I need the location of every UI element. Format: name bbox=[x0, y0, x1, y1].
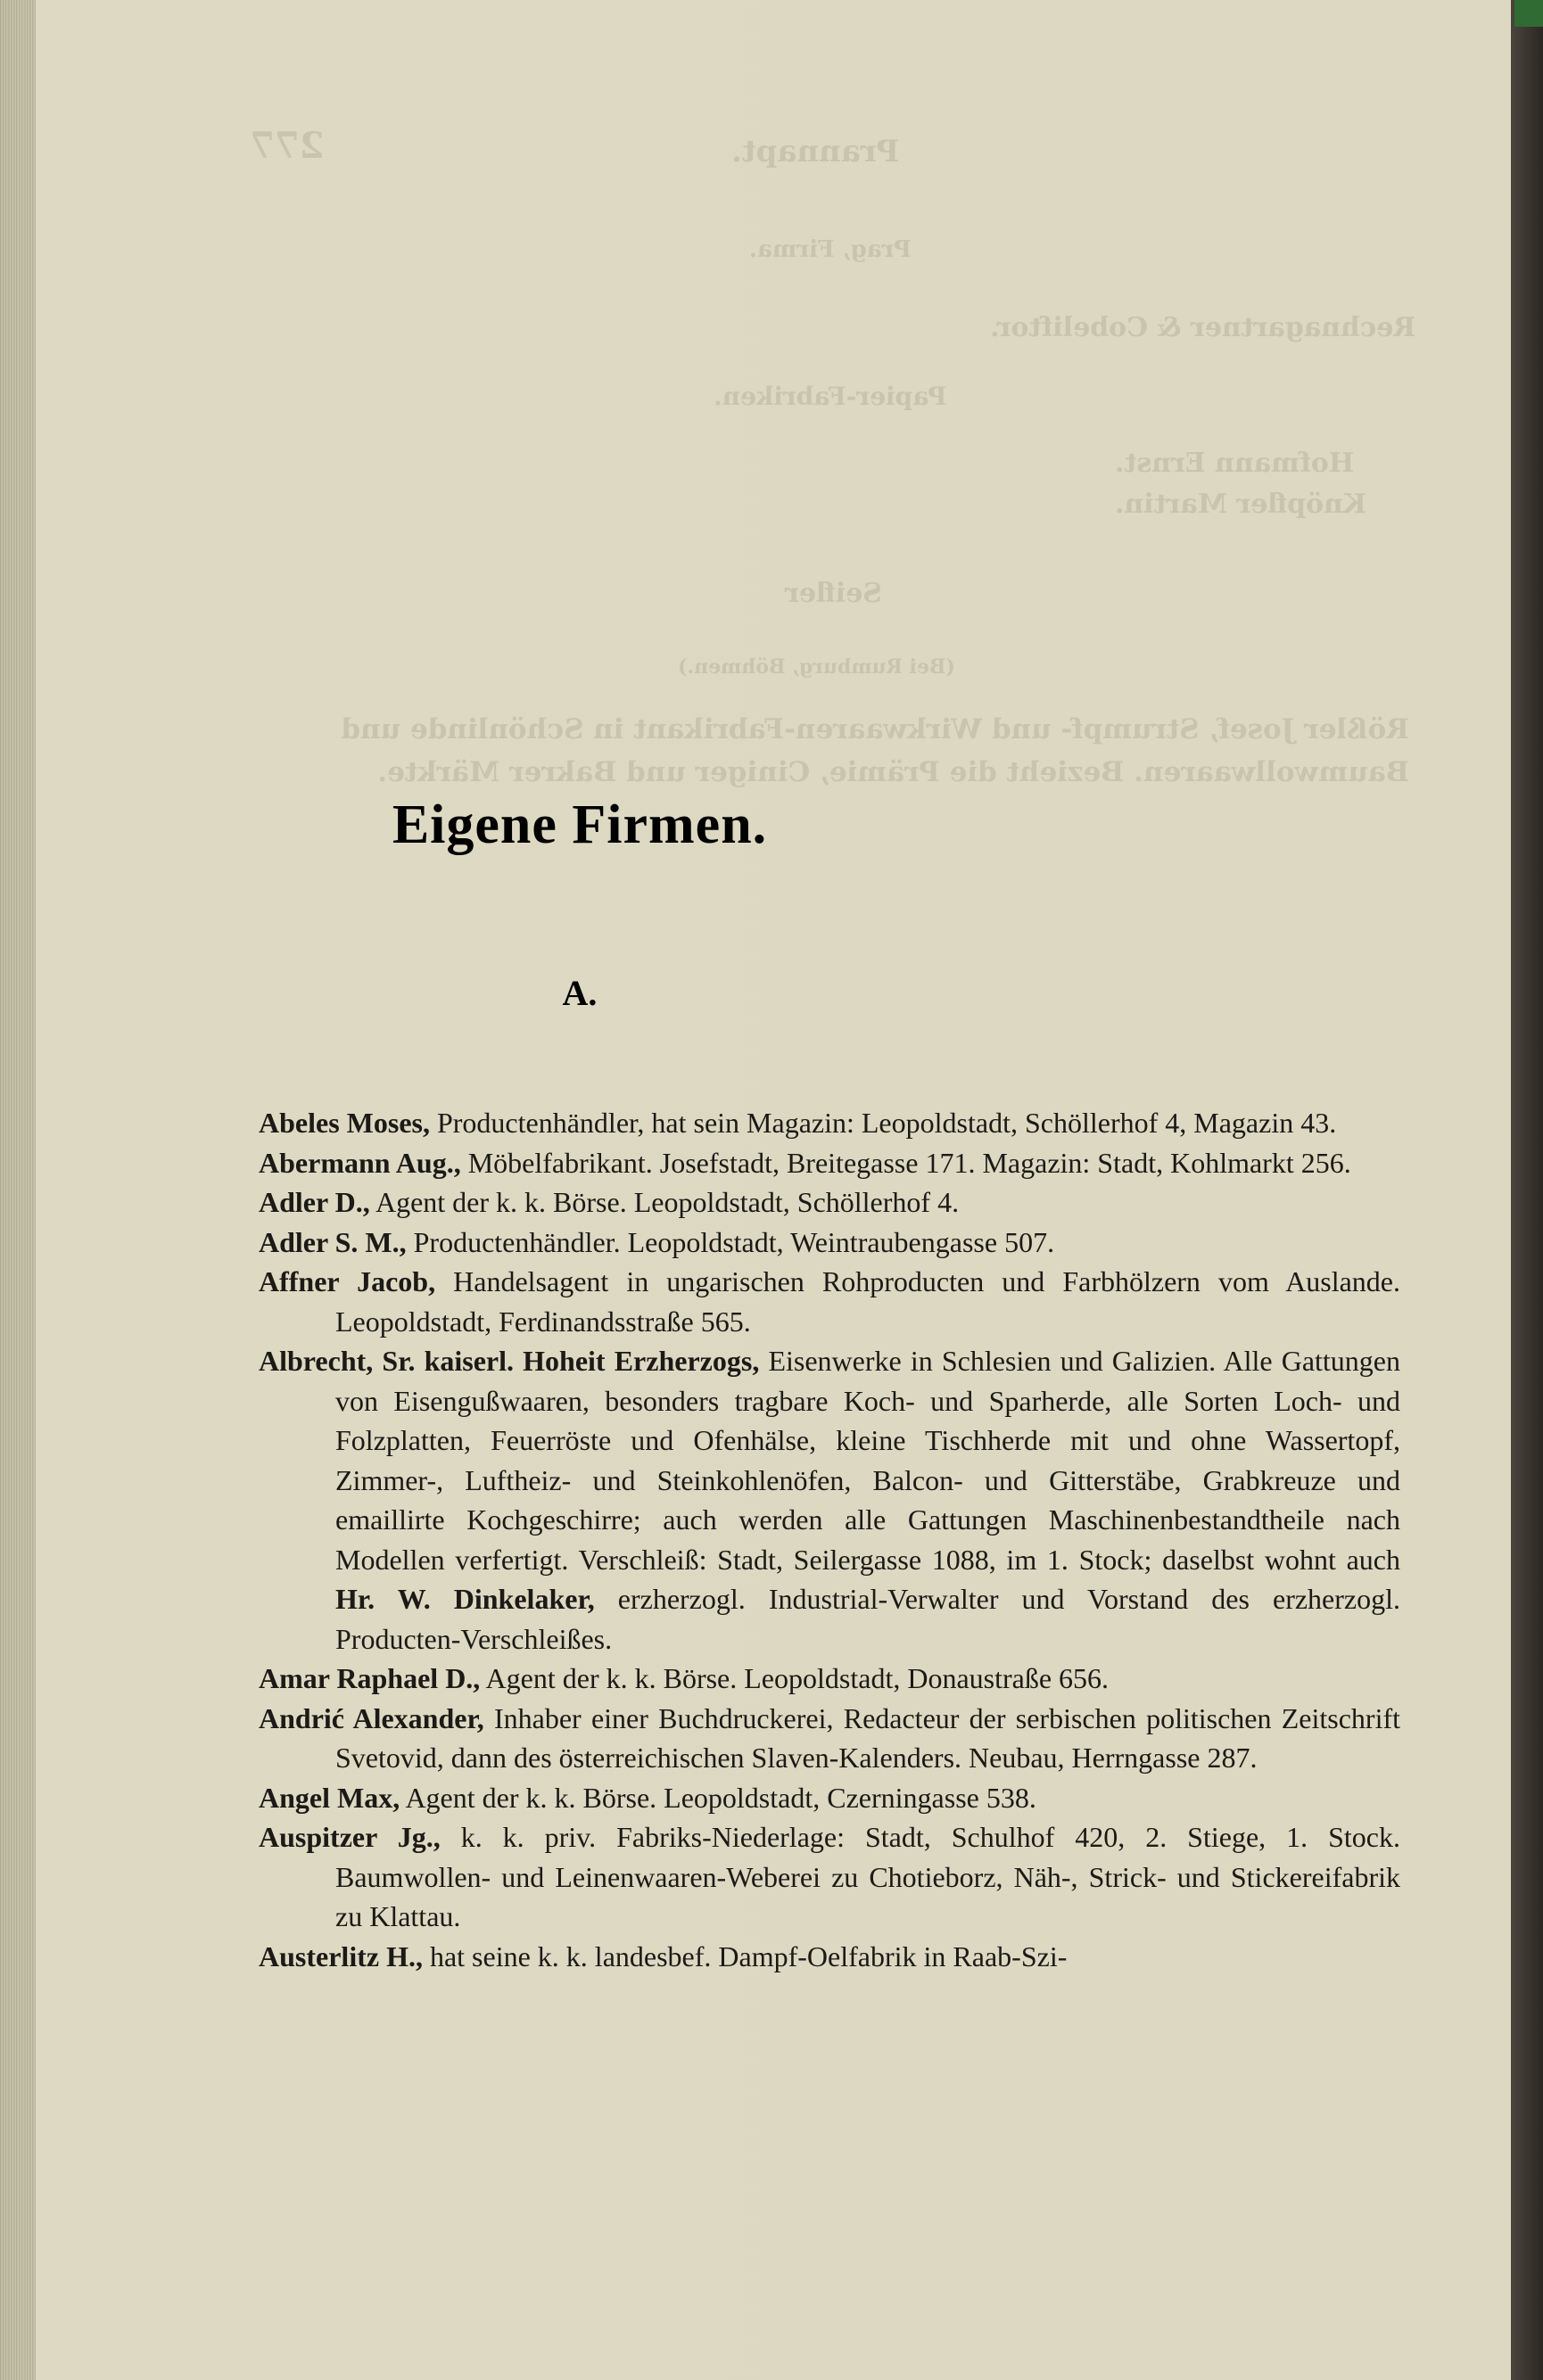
firm-name: Amar Raphael D., bbox=[259, 1662, 481, 1694]
bleed-line: Seifler bbox=[785, 578, 882, 609]
list-item bbox=[259, 1699, 1400, 1778]
firm-details: Inhaber einer Buchdruckerei, Redacteur der serbischen politischen Zeitschrift Svetovid, dann des österreichischen Slaven-Kalenders. Neubau, Herrngasse 287. bbox=[335, 1701, 1401, 1774]
page-stack-edge bbox=[0, 0, 36, 2380]
bleed-page-number: 277 bbox=[250, 125, 325, 167]
section-letter: A. bbox=[562, 973, 598, 1013]
bleed-line: Prag, Firma. bbox=[749, 236, 912, 263]
bleed-line: Rechnagartner & Cobeliftor. bbox=[990, 312, 1416, 343]
firm-details: Agent der k. k. Börse. Leopoldstadt, Donaustraße 656. bbox=[480, 1662, 1110, 1694]
firm-details: Productenhändler, hat sein Magazin: Leopoldstadt, Schöllerhof 4, Magazin 43. bbox=[429, 1107, 1337, 1139]
list-item bbox=[259, 1262, 1400, 1341]
bookmark-tab bbox=[1514, 0, 1543, 27]
firm-details: k. k. priv. Fabriks-Niederlage: Stadt, Schulhof 420, 2. Stiege, 1. Stock. Baumwollen- und Leinenwaaren-Weberei zu Chotieborz, Näh-, Strick- und Stickereifabrik zu Klattau. bbox=[335, 1821, 1401, 1932]
binding-shadow bbox=[1511, 0, 1543, 2380]
bleed-line: (Bei Rumburg, Böhmen.) bbox=[678, 655, 955, 679]
firm-name: Abermann Aug., bbox=[259, 1146, 461, 1179]
person-name: Hr. W. Dinkelaker, bbox=[335, 1583, 595, 1615]
list-item bbox=[259, 1817, 1400, 1937]
firm-details: Eisenwerke in Schlesien und Galizien. Alle Gattungen von Eisengußwaaren, besonders tragbare Koch- und Sparherde, alle Sorten Loch- und Folzplatten, Feuerröste und Ofenhälse, kleine Tischherde mit und ohne Wassertopf, Zimmer-, Luftheiz- und Steinkohlenöfen, Balcon- und Gitterstäbe, Grabkreuze und emaillirte Kochgeschirre; auch werden alle Gattungen Maschinenbestandtheile nach Modellen verfertigt. Verschleiß: Stadt, Seilergasse 1088, im 1. Stock; daselbst wohnt auch bbox=[335, 1345, 1401, 1576]
firm-name: Auspitzer Jg., bbox=[259, 1821, 441, 1853]
list-item bbox=[259, 1937, 1400, 1977]
firm-name: Andrić Alexander, bbox=[259, 1701, 484, 1734]
firm-name: Albrecht, Sr. kaiserl. Hoheit Erzherzogs, bbox=[259, 1345, 760, 1377]
firm-details: Productenhändler. Leopoldstadt, Weintraubengasse 507. bbox=[406, 1225, 1055, 1258]
bleed-line: Papier-Fabriken. bbox=[714, 382, 947, 411]
firm-name: Affner Jacob, bbox=[259, 1265, 436, 1297]
firm-details: Agent der k. k. Börse. Leopoldstadt, Czerningasse 538. bbox=[400, 1781, 1036, 1814]
firm-name: Abeles Moses, bbox=[259, 1107, 430, 1139]
bleed-line: Hofmann Ernst. bbox=[1115, 448, 1355, 479]
list-item bbox=[259, 1182, 1400, 1223]
firm-details: Möbelfabrikant. Josefstadt, Breitegasse 171. Magazin: Stadt, Kohlmarkt 256. bbox=[460, 1146, 1351, 1179]
firm-details: Agent der k. k. Börse. Leopoldstadt, Schöllerhof 4. bbox=[369, 1186, 960, 1218]
list-item bbox=[259, 1103, 1400, 1143]
firm-name: Angel Max, bbox=[259, 1781, 400, 1814]
list-item bbox=[259, 1659, 1400, 1699]
list-item bbox=[259, 1341, 1400, 1659]
directory-list bbox=[259, 1103, 1400, 1976]
firm-details-continued: erzherzogl. Industrial-Verwalter und Vorstand des erzherzogl. Producten-Verschleißes. bbox=[335, 1583, 1400, 1655]
list-item bbox=[259, 1143, 1400, 1183]
firm-name: Austerlitz H., bbox=[259, 1939, 423, 1972]
firm-name: Adler D., bbox=[259, 1186, 370, 1218]
firm-name: Adler S. M., bbox=[259, 1225, 407, 1258]
firm-details: hat seine k. k. landesbef. Dampf-Oelfabrik in Raab-Szi- bbox=[422, 1939, 1068, 1972]
bleed-line: Knöpfler Martin. bbox=[1115, 489, 1366, 520]
list-item bbox=[259, 1223, 1400, 1263]
firm-details: Handelsagent in ungarischen Rohproducten und Farbhölzern vom Auslande. Leopoldstadt, Ferdinandsstraße 565. bbox=[335, 1265, 1401, 1338]
page-title: Eigene Firmen. bbox=[392, 795, 768, 855]
bleed-header: Prannapt. bbox=[731, 134, 900, 169]
bleed-line: Rößler Josef, Strumpf- und Wirkwaaren-Fabrikant in Schönlinde und bbox=[341, 713, 1409, 745]
list-item bbox=[259, 1778, 1400, 1818]
bleed-line: Baumwollwaaren. Bezieht die Prämie, Ciniger und Bakrer Märkte. bbox=[377, 756, 1409, 788]
